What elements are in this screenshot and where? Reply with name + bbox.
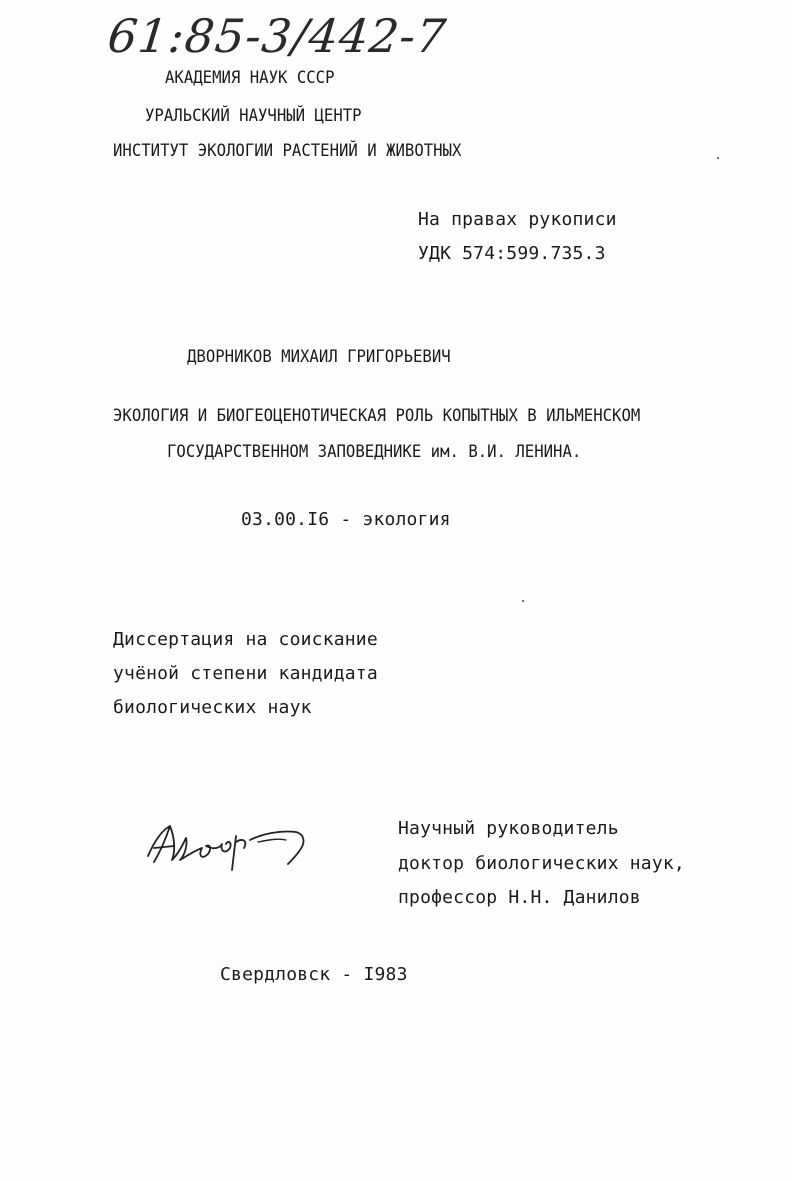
dissertation-line-2: учёной степени кандидата (113, 663, 378, 684)
author-signature (140, 812, 310, 882)
manuscript-rights: На правах рукописи (418, 209, 617, 230)
supervisor-line-1: Научный руководитель (398, 818, 619, 839)
title-line-1: ЭКОЛОГИЯ И БИОГЕОЦЕНОТИЧЕСКАЯ РОЛЬ КОПЫТНЫХ В ИЛЬМЕНСКОМ (113, 406, 641, 426)
supervisor-line-3: профессор Н.Н. Данилов (398, 887, 641, 908)
udc-code: УДК 574:599.735.3 (418, 243, 606, 264)
title-line-2: ГОСУДАРСТВЕННОМ ЗАПОВЕДНИКЕ им. В.И. ЛЕНИНА. (167, 442, 582, 462)
institute-heading: ИНСТИТУТ ЭКОЛОГИИ РАСТЕНИЙ И ЖИВОТНЫХ (113, 141, 462, 161)
dissertation-line-3: биологических наук (113, 697, 312, 718)
specialty-code: 03.00.I6 - экология (241, 509, 451, 530)
paper-speck (717, 157, 719, 159)
center-heading: УРАЛЬСКИЙ НАУЧНЫЙ ЦЕНТР (145, 106, 362, 126)
paper-speck (522, 600, 524, 602)
dissertation-line-1: Диссертация на соискание (113, 629, 378, 650)
supervisor-line-2: доктор биологических наук, (398, 853, 685, 874)
city-year: Свердловск - I983 (220, 964, 408, 985)
author-name: ДВОРНИКОВ МИХАИЛ ГРИГОРЬЕВИЧ (187, 347, 451, 367)
academy-heading: АКАДЕМИЯ НАУК СССР (165, 68, 335, 88)
handwritten-archive-number: 61:85-3/442-7 (105, 9, 450, 63)
